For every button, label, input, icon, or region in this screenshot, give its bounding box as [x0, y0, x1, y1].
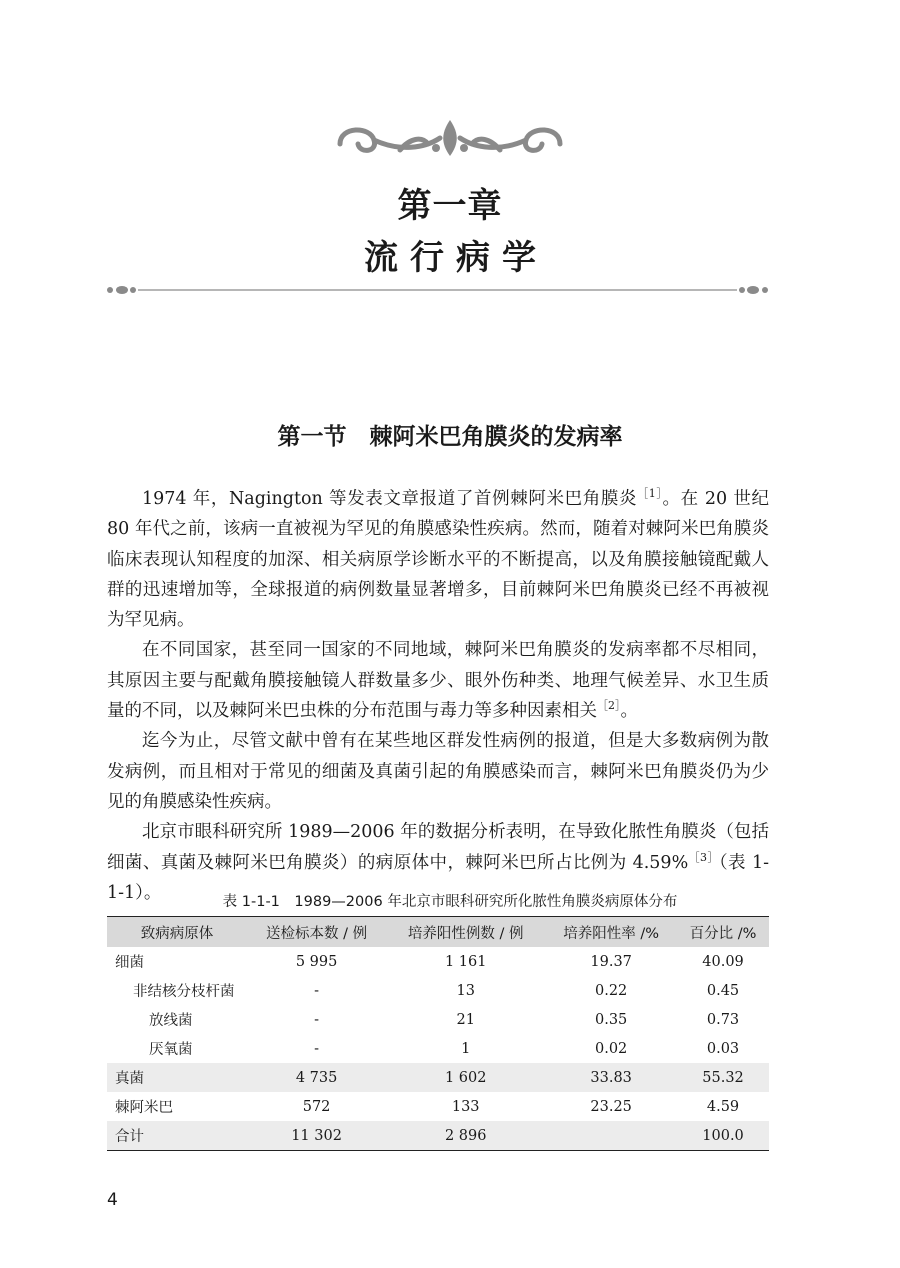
cell-pathogen: 非结核分枝杆菌	[133, 984, 235, 1000]
table-row	[107, 1063, 769, 1092]
cell-percent: 0.45	[706, 982, 740, 999]
chapter-divider	[105, 280, 770, 300]
cell-rate	[545, 1121, 677, 1151]
cell-pathogen: 合计	[107, 1121, 247, 1151]
table-row	[107, 947, 769, 976]
cell-rate: 0.02	[595, 1040, 628, 1057]
section-title: 第一节 棘阿米巴角膜炎的发病率	[277, 424, 623, 450]
cell-samples: -	[314, 982, 320, 999]
body-text	[107, 484, 769, 908]
cell-samples: 4 735	[247, 1063, 386, 1092]
cell-positive: 133	[451, 1098, 480, 1115]
cell-percent: 55.32	[677, 1063, 769, 1092]
table-row	[107, 1034, 769, 1063]
table-row	[107, 1121, 769, 1151]
cell-pathogen: 细菌	[115, 955, 144, 971]
cell-rate: 0.22	[595, 982, 628, 999]
cell-percent: 100.0	[677, 1121, 769, 1151]
cell-samples: 572	[302, 1098, 331, 1115]
header-samples: 送检标本数 / 例	[247, 917, 386, 948]
cell-samples: 11 302	[247, 1121, 386, 1151]
cell-rate: 33.83	[545, 1063, 677, 1092]
table-row	[107, 976, 769, 1005]
pathogen-table	[107, 916, 769, 1151]
cell-positive: 1	[461, 1040, 471, 1057]
citation: ［2］	[597, 699, 621, 713]
chapter-title: 流行病学	[364, 238, 548, 278]
cell-pathogen: 棘阿米巴	[115, 1100, 173, 1116]
cell-pathogen: 放线菌	[149, 1013, 193, 1029]
cell-rate: 19.37	[590, 953, 632, 970]
citation: ［3］	[688, 850, 719, 864]
cell-percent: 0.03	[706, 1040, 740, 1057]
cell-pathogen: 真菌	[107, 1063, 247, 1092]
chapter-ornament	[330, 118, 570, 162]
cell-positive: 1 161	[444, 953, 487, 970]
cell-samples: -	[314, 1040, 320, 1057]
cell-percent: 40.09	[702, 953, 744, 970]
cell-percent: 4.59	[706, 1098, 740, 1115]
cell-positive: 2 896	[386, 1121, 545, 1151]
header-percent: 百分比 /%	[677, 917, 769, 948]
table-row	[107, 1005, 769, 1034]
cell-samples: 5 995	[295, 953, 338, 970]
citation: ［1］	[637, 487, 663, 500]
cell-positive: 21	[456, 1011, 475, 1028]
table-caption: 表 1-1-1 1989—2006 年北京市眼科研究所化脓性角膜炎病原体分布	[222, 894, 678, 910]
paragraph: 北京市眼科研究所 1989—2006 年的数据分析表明，在导致化脓性角膜炎（包括细菌、真菌及棘阿米巴角膜炎）的病原体中，棘阿米巴所占比例为 4.59%$^{[3]}$（表 1-1-1）。	[107, 822, 769, 903]
table-header-row	[107, 917, 769, 948]
cell-percent: 0.73	[706, 1011, 740, 1028]
paragraph: 在不同国家，甚至同一国家的不同地域，棘阿米巴角膜炎的发病率都不尽相同，其原因主要与配戴角膜接触镜人群数量多少、眼外伤种类、地理气候差异、水卫生质量的不同，以及棘阿米巴虫株的分布范围与毒力等多种因素相关$^{[2]}$。	[107, 640, 769, 722]
cell-positive: 13	[456, 982, 475, 999]
cell-rate: 0.35	[595, 1011, 628, 1028]
header-rate: 培养阳性率 /%	[545, 917, 677, 948]
header-pathogen: 致病病原体	[107, 917, 247, 948]
cell-positive: 1 602	[386, 1063, 545, 1092]
header-positive: 培养阳性例数 / 例	[386, 917, 545, 948]
page-number: 4	[107, 1190, 118, 1210]
table-row	[107, 1092, 769, 1121]
paragraph: 迄今为止，尽管文献中曾有在某些地区群发性病例的报道，但是大多数病例为散发病例，而且相对于常见的细菌及真菌引起的角膜感染而言，棘阿米巴角膜炎仍为少见的角膜感染性疾病。	[107, 731, 769, 812]
cell-rate: 23.25	[590, 1098, 632, 1115]
chapter-number: 第一章	[397, 186, 503, 226]
paragraph: 1974 年，Nagington 等发表文章报道了首例棘阿米巴角膜炎$^{[1]}$。在 20 世纪 80 年代之前，该病一直被视为罕见的角膜感染性疾病。然而，随着对棘阿米巴角膜炎临床表现认知程度的加深、相关病原学诊断水平的不断提高，以及角膜接触镜配戴人群的迅速增加等，全球报道的病例数量显著增多，目前棘阿米巴角膜炎已经不再被视为罕见病。	[107, 487, 769, 631]
cell-pathogen: 厌氧菌	[149, 1042, 193, 1058]
cell-samples: -	[314, 1011, 320, 1028]
